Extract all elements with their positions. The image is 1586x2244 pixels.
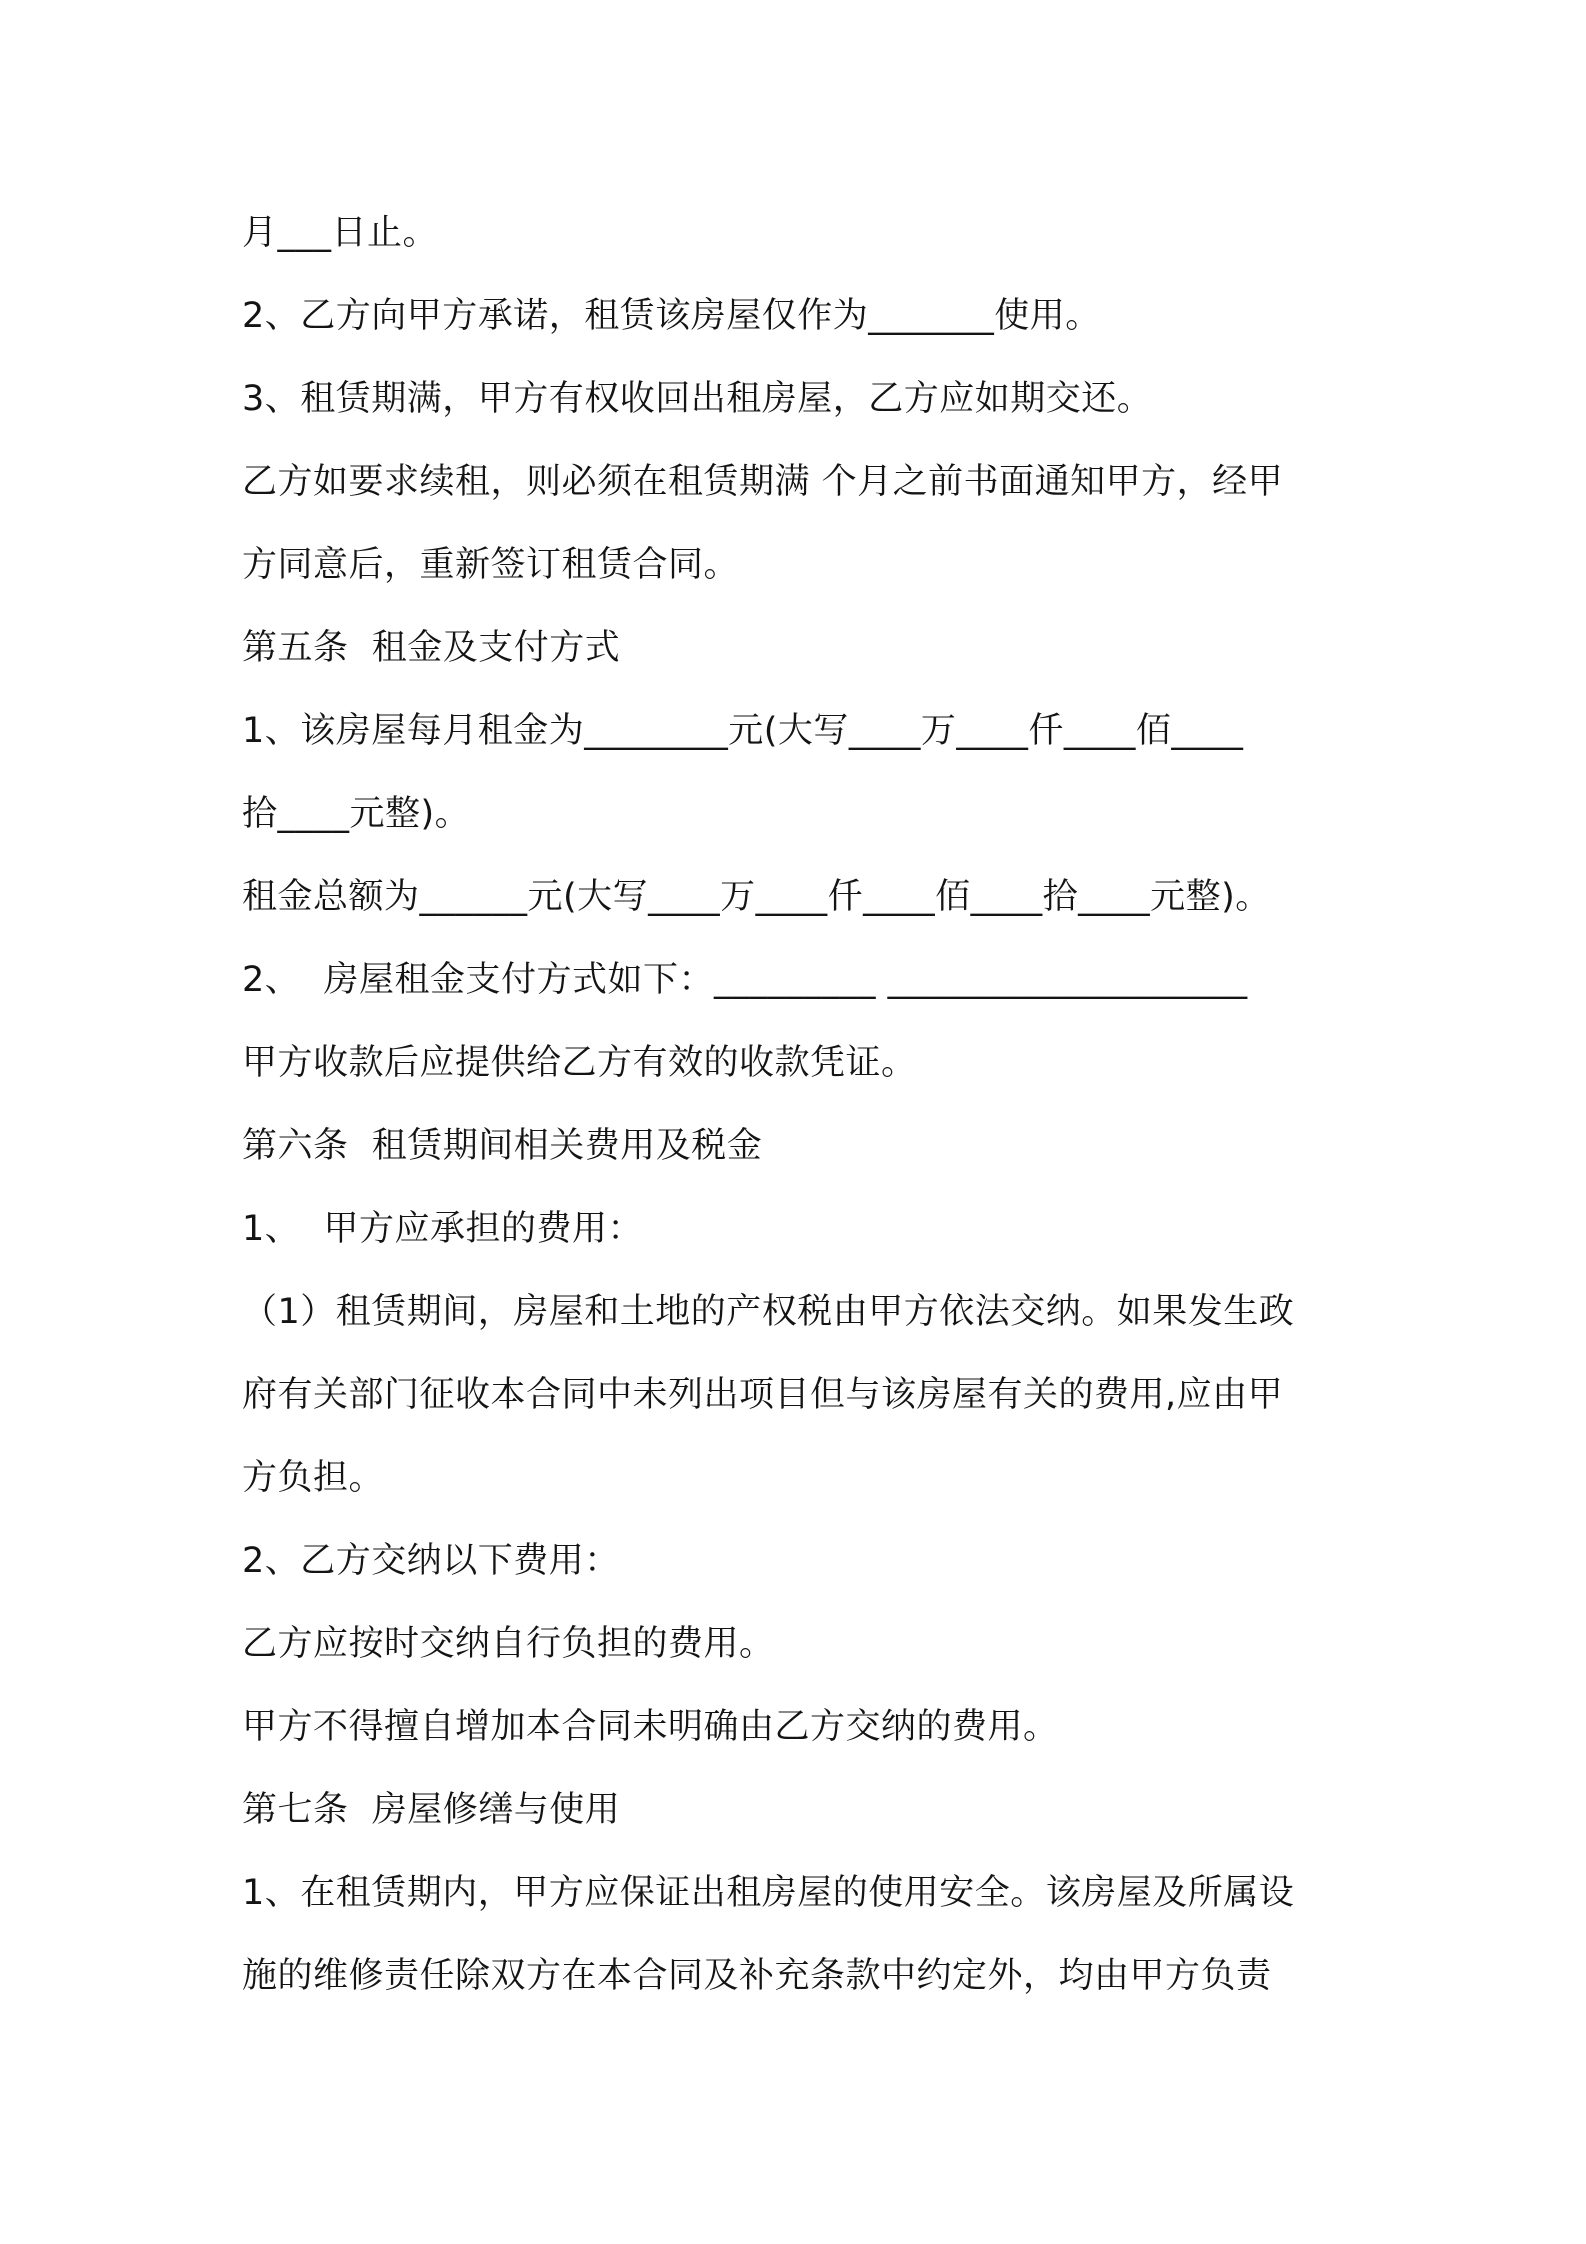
text-line-11: 甲方收款后应提供给乙方有效的收款凭证。 xyxy=(242,1043,917,1083)
text-line-4: 乙方如要求续租，则必须在租赁期满 个月之前书面通知甲方，经甲 xyxy=(242,462,1284,502)
section-heading-article-6: 第六条 租赁期间相关费用及税金 xyxy=(242,1126,763,1166)
text-line-10: 2、 房屋租金支付方式如下：_________ ____________________ xyxy=(242,960,1248,1000)
text-line-7: 1、该房屋每月租金为________元(大写____万____仟____佰____ xyxy=(242,711,1244,751)
text-line-18: 乙方应按时交纳自行负担的费用。 xyxy=(242,1624,775,1664)
text-line-17: 2、乙方交纳以下费用： xyxy=(242,1541,620,1581)
text-line-15: 府有关部门征收本合同中未列出项目但与该房屋有关的费用,应由甲 xyxy=(242,1375,1284,1415)
contract-body-text xyxy=(242,198,1392,2024)
text-line-1: 月___日止。 xyxy=(242,213,439,253)
text-line-5: 方同意后，重新签订租赁合同。 xyxy=(242,545,740,585)
text-line-14: （1）租赁期间，房屋和土地的产权税由甲方依法交纳。如果发生政 xyxy=(242,1292,1295,1332)
text-line-22: 施的维修责任除双方在本合同及补充条款中约定外，均由甲方负责 xyxy=(242,1956,1272,1996)
text-line-13: 1、 甲方应承担的费用： xyxy=(242,1209,644,1249)
section-heading-article-7: 第七条 房屋修缮与使用 xyxy=(242,1790,621,1830)
text-line-8: 拾____元整)。 xyxy=(242,794,471,834)
text-line-16: 方负担。 xyxy=(242,1458,385,1498)
text-line-9: 租金总额为______元(大写____万____仟____佰____拾____元整)。 xyxy=(242,877,1271,917)
text-line-19: 甲方不得擅自增加本合同未明确由乙方交纳的费用。 xyxy=(242,1707,1059,1747)
text-line-2: 2、乙方向甲方承诺，租赁该房屋仅作为_______使用。 xyxy=(242,296,1101,336)
text-line-3: 3、租赁期满，甲方有权收回出租房屋，乙方应如期交还。 xyxy=(242,379,1153,419)
section-heading-article-5: 第五条 租金及支付方式 xyxy=(242,628,621,668)
text-line-21: 1、在租赁期内，甲方应保证出租房屋的使用安全。该房屋及所属设 xyxy=(242,1873,1295,1913)
